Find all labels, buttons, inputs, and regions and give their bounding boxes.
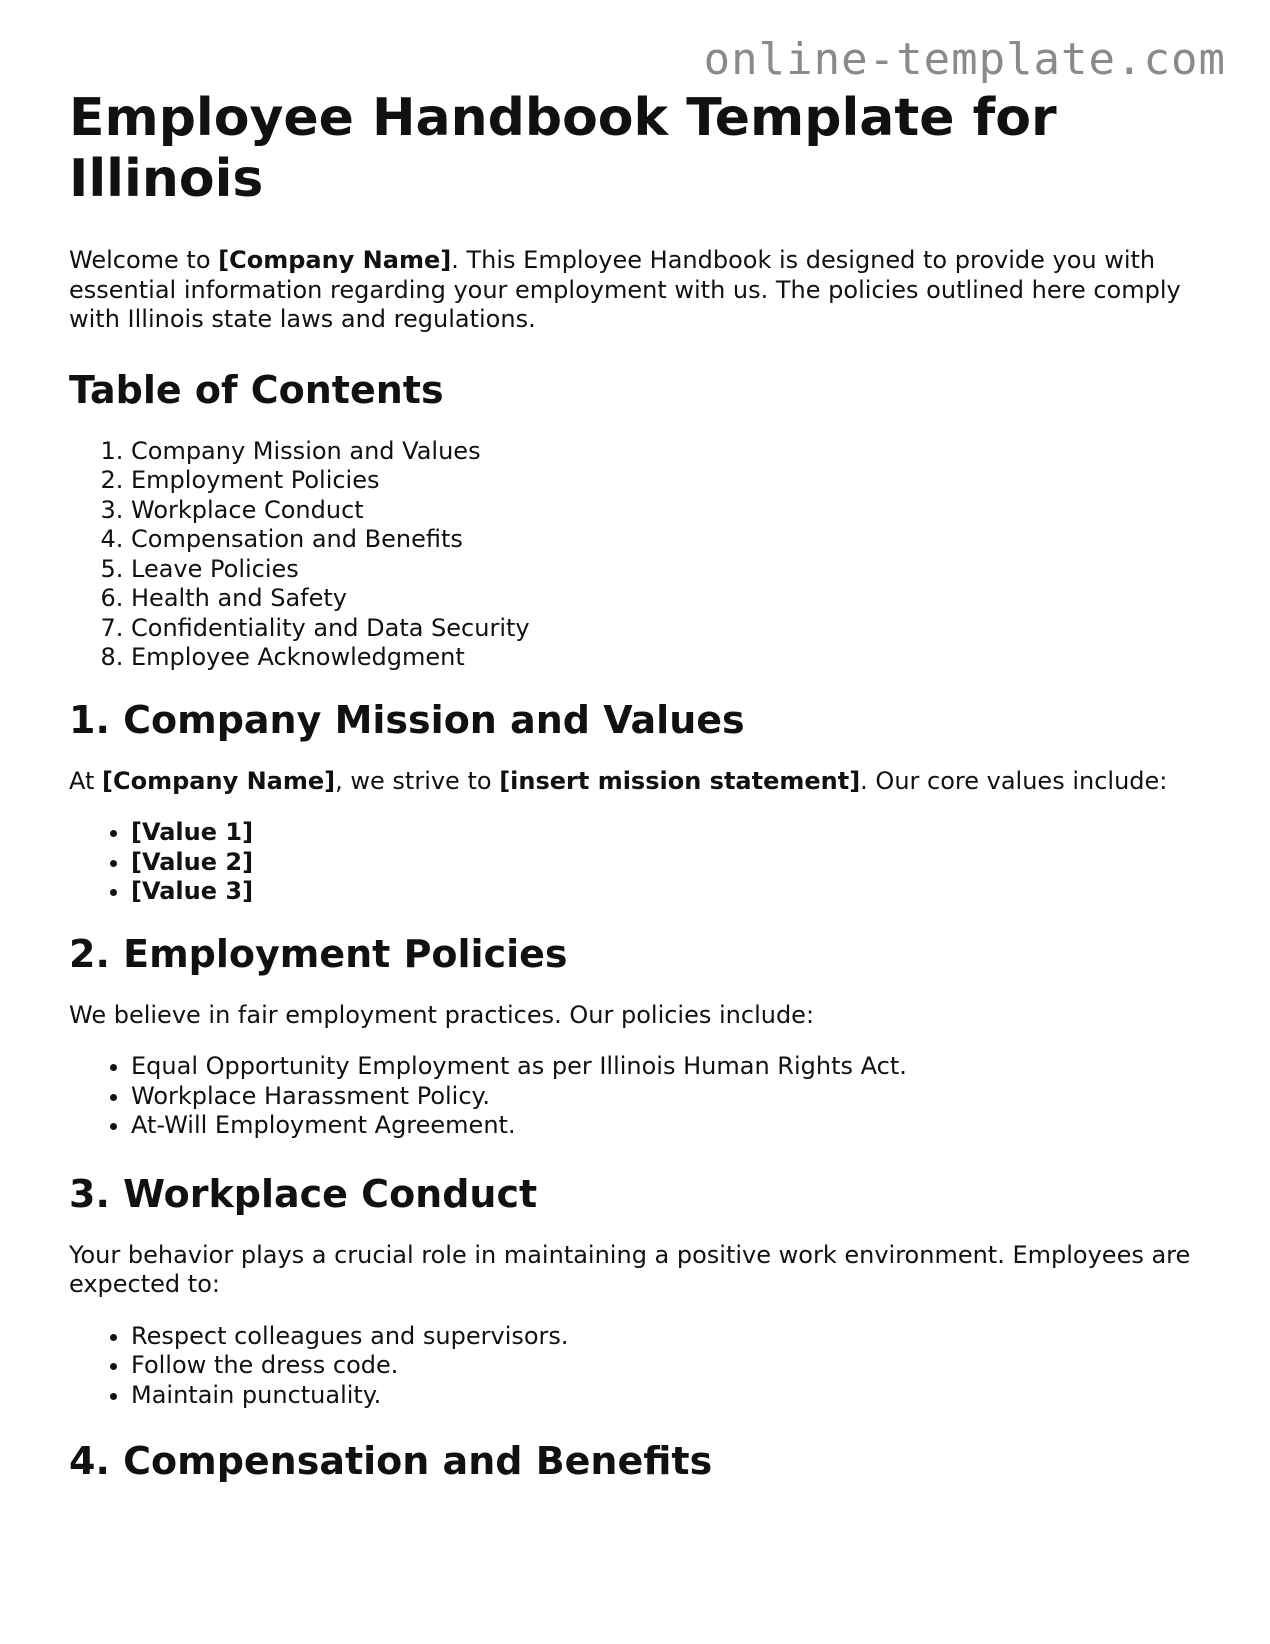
intro-prefix: Welcome to xyxy=(69,246,219,274)
mission-text-suffix: . Our core values include: xyxy=(860,766,1168,795)
toc-item: 3. Workplace Conduct xyxy=(131,496,1219,526)
value-placeholder: [Value 2] xyxy=(131,847,254,876)
value-placeholder: [Value 3] xyxy=(131,877,254,905)
value-item xyxy=(131,848,1219,878)
toc-item: 4. Compensation and Benefits xyxy=(131,525,1219,555)
conduct-list xyxy=(69,1322,1219,1411)
toc-item: 1. Company Mission and Values xyxy=(131,437,1219,467)
toc-item: 7. Confidentiality and Data Security xyxy=(131,614,1219,644)
policy-item: • Equal Opportunity Employment as per Illinois Human Rights Act. xyxy=(131,1052,1219,1082)
document-title: Employee Handbook Template for Illinois xyxy=(69,88,1057,209)
section-heading-mission: 1. Company Mission and Values xyxy=(69,697,745,742)
document-page xyxy=(69,88,1219,1508)
toc-item: 2. Employment Policies xyxy=(131,466,1219,496)
toc-item: 8. Employee Acknowledgment xyxy=(131,643,1219,673)
section-heading-conduct: 3. Workplace Conduct xyxy=(69,1171,538,1216)
value-item xyxy=(131,877,1219,907)
conduct-item: • Respect colleagues and supervisors. xyxy=(131,1322,1219,1352)
section-heading-compensation: 4. Compensation and Benefits xyxy=(69,1439,713,1483)
company-name-placeholder: [Company Name] xyxy=(102,766,336,795)
values-list xyxy=(69,818,1219,907)
policy-item: • Workplace Harassment Policy. xyxy=(131,1082,1219,1112)
policy-item: • At-Will Employment Agreement. xyxy=(131,1111,1219,1141)
employment-paragraph: We believe in fair employment practices. Our policies include: xyxy=(69,1000,815,1029)
mission-text-mid: , we strive to xyxy=(335,766,500,795)
mission-statement-placeholder: [insert mission statement] xyxy=(499,766,861,795)
toc-item: 6. Health and Safety xyxy=(131,584,1219,614)
section-heading-employment: 2. Employment Policies xyxy=(69,931,568,976)
value-item xyxy=(131,818,1219,848)
watermark: online-template.com xyxy=(703,34,1226,85)
intro-paragraph xyxy=(69,246,1219,335)
company-name-placeholder: [Company Name] xyxy=(218,246,452,274)
toc-heading: Table of Contents xyxy=(69,367,444,412)
conduct-paragraph: Your behavior plays a crucial role in maintaining a positive work environment. Employees are expected to: xyxy=(69,1240,1191,1298)
conduct-item: • Follow the dress code. xyxy=(131,1351,1219,1381)
conduct-item: • Maintain punctuality. xyxy=(131,1381,1219,1411)
intro-text: . This Employee Handbook is designed to provide you with essential information regarding your employment with us. The policies outlined here comply with Illinois state laws and regulations. xyxy=(69,246,1181,333)
toc-item: 5. Leave Policies xyxy=(131,555,1219,585)
mission-paragraph xyxy=(69,767,1219,797)
policies-list xyxy=(69,1052,1219,1141)
value-placeholder: [Value 1] xyxy=(131,818,254,846)
toc-list xyxy=(69,437,1219,673)
mission-text-prefix: At xyxy=(69,766,103,795)
